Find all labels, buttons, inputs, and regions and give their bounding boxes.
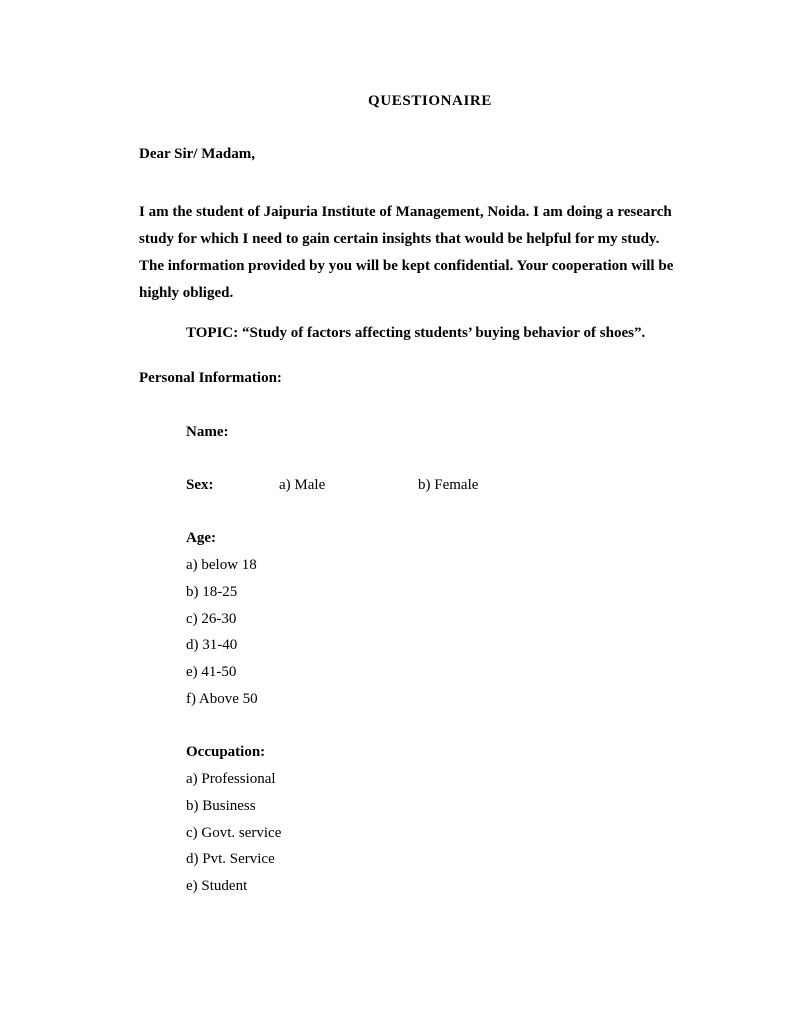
sex-option-male: a) Male xyxy=(279,477,326,493)
age-options-list xyxy=(186,557,258,718)
age-option: a) below 18 xyxy=(186,557,257,573)
age-option: f) Above 50 xyxy=(186,690,258,707)
age-option: e) 41-50 xyxy=(186,664,237,681)
age-option: c) 26-30 xyxy=(186,610,237,627)
age-option: b) 18-25 xyxy=(186,583,238,600)
occupation-label: Occupation: xyxy=(186,744,266,760)
sex-option-female: b) Female xyxy=(418,477,479,493)
sex-label: Sex: xyxy=(186,477,214,493)
intro-line: study for which I need to gain certain insights that would be helpful for my study. xyxy=(139,231,660,247)
occupation-option: e) Student xyxy=(186,878,248,895)
salutation: Dear Sir/ Madam, xyxy=(139,146,255,162)
document-title: QUESTIONAIRE xyxy=(368,93,492,109)
occupation-options-list xyxy=(186,771,281,905)
name-label: Name: xyxy=(186,424,229,440)
intro-line: I am the student of Jaipuria Institute of Management, Noida. I am doing a research xyxy=(139,204,672,220)
occupation-option: b) Business xyxy=(186,797,256,814)
intro-line: The information provided by you will be kept confidential. Your cooperation will be xyxy=(139,258,674,274)
personal-info-heading: Personal Information: xyxy=(139,370,282,386)
occupation-option: a) Professional xyxy=(186,771,276,787)
topic-line: TOPIC: “Study of factors affecting students’ buying behavior of shoes”. xyxy=(186,325,646,341)
occupation-option: c) Govt. service xyxy=(186,824,282,841)
age-option: d) 31-40 xyxy=(186,637,238,654)
occupation-option: d) Pvt. Service xyxy=(186,851,275,868)
intro-paragraph xyxy=(139,199,699,307)
intro-line: highly obliged. xyxy=(139,285,234,301)
age-label: Age: xyxy=(186,530,216,546)
